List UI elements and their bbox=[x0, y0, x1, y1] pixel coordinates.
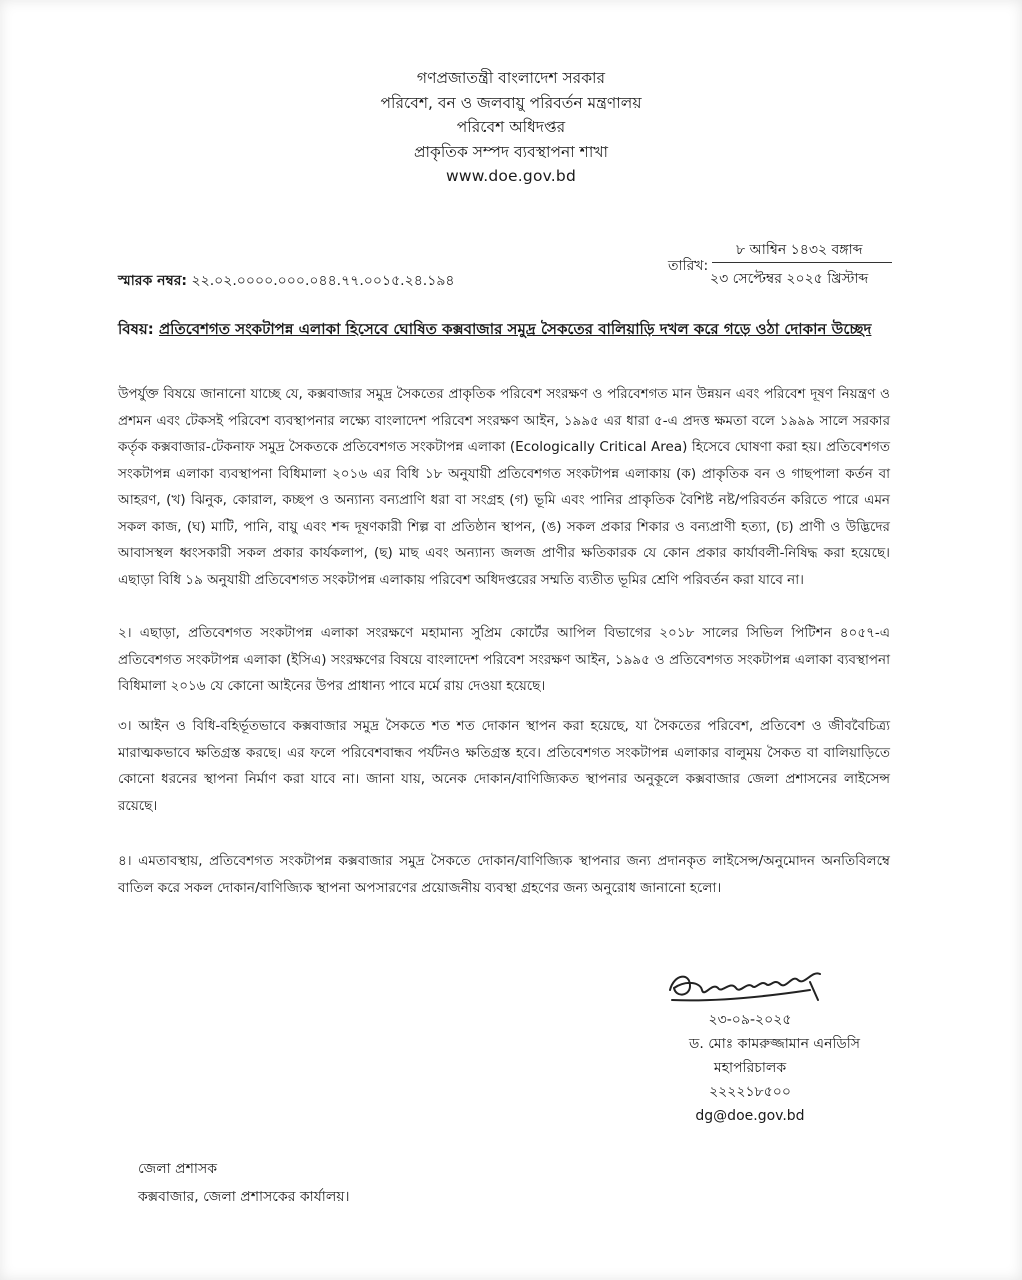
signature-date: ২৩-০৯-২০২৫ bbox=[708, 1012, 792, 1028]
recipient-title: জেলা প্রশাসক bbox=[138, 1161, 217, 1177]
subject-label: বিষয়: bbox=[118, 320, 154, 338]
branch-name: প্রাকৃতিক সম্পদ ব্যবস্থাপনা শাখা bbox=[413, 142, 609, 161]
date-gregorian: ২৩ সেপ্টেম্বর ২০২৫ খ্রিস্টাব্দ bbox=[710, 271, 869, 287]
subject bbox=[118, 316, 908, 343]
subject-text: প্রতিবেশগত সংকটাপন্ন এলাকা হিসেবে ঘোষিত কক্সবাজার সমুদ্র সৈকতের বালিয়াড়ি দখল করে গড়ে ওঠা দোকান উচ্ছেদ bbox=[158, 320, 872, 338]
memo-value: ২২.০২.০০০০.০০০.০৪৪.৭৭.০০১৫.২৪.১৯৪ bbox=[191, 273, 455, 289]
handwritten-signature bbox=[660, 960, 840, 1010]
body-paragraph-4: ৪। এমতাবস্থায়, প্রতিবেশগত সংকটাপন্ন কক্সবাজার সমুদ্র সৈকতে দোকান/বাণিজ্যিক স্থাপনার জন্য প্রদানকৃত লাইসেন্স/অনুমোদন অনতিবিলম্বে বাতিল করে সকল দোকান/বাণিজ্যিক স্থাপনা অপসারণের প্রয়োজনীয় ব্যবস্থা গ্রহণের জন্য অনুরোধ জানানো হলো। bbox=[118, 853, 890, 896]
signatory-designation: মহাপরিচালক bbox=[713, 1060, 787, 1076]
memo-label: স্মারক নম্বর: bbox=[118, 273, 188, 289]
signatory-phone: ২২২২১৮৫০০ bbox=[709, 1084, 791, 1100]
date-bangla: ৮ আশ্বিন ১৪৩২ বঙ্গাব্দ bbox=[736, 242, 863, 258]
ministry-name: পরিবেশ, বন ও জলবায়ু পরিবর্তন মন্ত্রণালয় bbox=[380, 93, 642, 112]
body-paragraph-3: ৩। আইন ও বিধি-বহির্ভূতভাবে কক্সবাজার সমুদ্র সৈকতে শত শত দোকান স্থাপন করা হয়েছে, যা সৈকতের পরিবেশ, প্রতিবেশ ও জীববৈচিত্র্য মারাত্মকভাবে ক্ষতিগ্রস্ত করছে। এর ফলে পরিবেশবান্ধব পর্যটনও ক্ষতিগ্রস্ত হবে। প্রতিবেশগত সংকটাপন্ন এলাকার বালুময় সৈকত বা বালিয়াড়িতে কোনো ধরনের স্থাপনা নির্মাণ করা যাবে না। জানা যায়, অনেক দোকান/বাণিজ্যিকত স্থাপনার অনুকূলে কক্সবাজার জেলা প্রশাসনের লাইসেন্স রয়েছে। bbox=[118, 718, 890, 814]
body-paragraph-1: উপর্যুক্ত বিষয়ে জানানো যাচ্ছে যে, কক্সবাজার সমুদ্র সৈকতের প্রাকৃতিক পরিবেশ সংরক্ষণ ও পরিবেশগত মান উন্নয়ন এবং পরিবেশ দূষণ নিয়ন্ত্রণ ও প্রশমন এবং টেকসই পরিবেশ ব্যবস্থাপনার লক্ষ্যে বাংলাদেশ পরিবেশ সংরক্ষণ আইন, ১৯৯৫ এর ধারা ৫-এ প্রদত্ত ক্ষমতা বলে ১৯৯৯ সালে সরকার কর্তৃক কক্সবাজার-টেকনাফ সমুদ্র সৈকতকে প্রতিবেশগত সংকটাপন্ন এলাকা (Ecologically Critical Area) হিসেবে ঘোষণা করা হয়। প্রতিবেশগত সংকটাপন্ন এলাকা ব্যবস্থাপনা বিধিমালা ২০১৬ এর বিধি ১৮ অনুযায়ী প্রতিবেশগত সংকটাপন্ন এলাকায় (ক) প্রাকৃতিক বন ও গাছপালা কর্তন বা আহরণ, (খ) ঝিনুক, কোরাল, কচ্ছপ ও অন্যান্য বন্যপ্রাণি ধরা বা সংগ্রহ (গ) ভূমি এবং পানির প্রাকৃতিক বৈশিষ্ট নষ্ট/পরিবর্তন করিতে পারে এমন সকল কাজ, (ঘ) মাটি, পানি, বায়ু এবং শব্দ দূষণকারী শিল্প বা প্রতিষ্ঠান স্থাপন, (ঙ) সকল প্রকার শিকার ও বন্যপ্রাণী হত্যা, (চ) প্রাণী ও উদ্ভিদের আবাসস্থল ধ্বংসকারী সকল প্রকার কার্যকলাপ, (ছ) মাছ এবং অন্যান্য জলজ প্রাণীর ক্ষতিকারক যে কোন প্রকার কার্যাবলী-নিষিদ্ধ করা হয়েছে। এছাড়া বিধি ১৯ অনুযায়ী প্রতিবেশগত সংকটাপন্ন এলাকায় পরিবেশ অধিদপ্তরের সম্মতি ব্যতীত ভূমির শ্রেণি পরিবর্তন করা যাবে না। bbox=[118, 386, 890, 588]
recipient-block bbox=[138, 1155, 350, 1211]
signatory-name: ড. মোঃ কামরুজ্জামান এনডিসি bbox=[689, 1036, 860, 1052]
department-name: পরিবেশ অধিদপ্তর bbox=[456, 118, 566, 136]
letterhead bbox=[0, 66, 1022, 189]
signatory-email: dg@doe.gov.bd bbox=[695, 1108, 805, 1124]
signatory-block bbox=[600, 1008, 860, 1128]
recipient-office: কক্সবাজার, জেলা প্রশাসকের কার্যালয়। bbox=[138, 1189, 350, 1205]
memo-number bbox=[118, 269, 455, 293]
date-divider bbox=[712, 262, 892, 263]
website: www.doe.gov.bd bbox=[445, 167, 577, 185]
body-paragraph-2: ২। এছাড়া, প্রতিবেশগত সংকটাপন্ন এলাকা সংরক্ষণে মহামান্য সুপ্রিম কোর্টের আপিল বিভাগের ২০১৮ সালের সিভিল পিটিশন ৪০৫৭-এ প্রতিবেশগত সংকটাপন্ন এলাকা (ইসিএ) সংরক্ষণের বিষয়ে বাংলাদেশ পরিবেশ সংরক্ষণ আইন, ১৯৯৫ ও প্রতিবেশগত সংকটাপন্ন এলাকা ব্যবস্থাপনা বিধিমালা ২০১৬ যে কোনো আইনের উপর প্রাধান্য পাবে মর্মে রায় দেওয়া হয়েছে। bbox=[118, 625, 890, 694]
date-label: তারিখ: bbox=[668, 258, 709, 274]
government-name: গণপ্রজাতন্ত্রী বাংলাদেশ সরকার bbox=[416, 69, 606, 87]
